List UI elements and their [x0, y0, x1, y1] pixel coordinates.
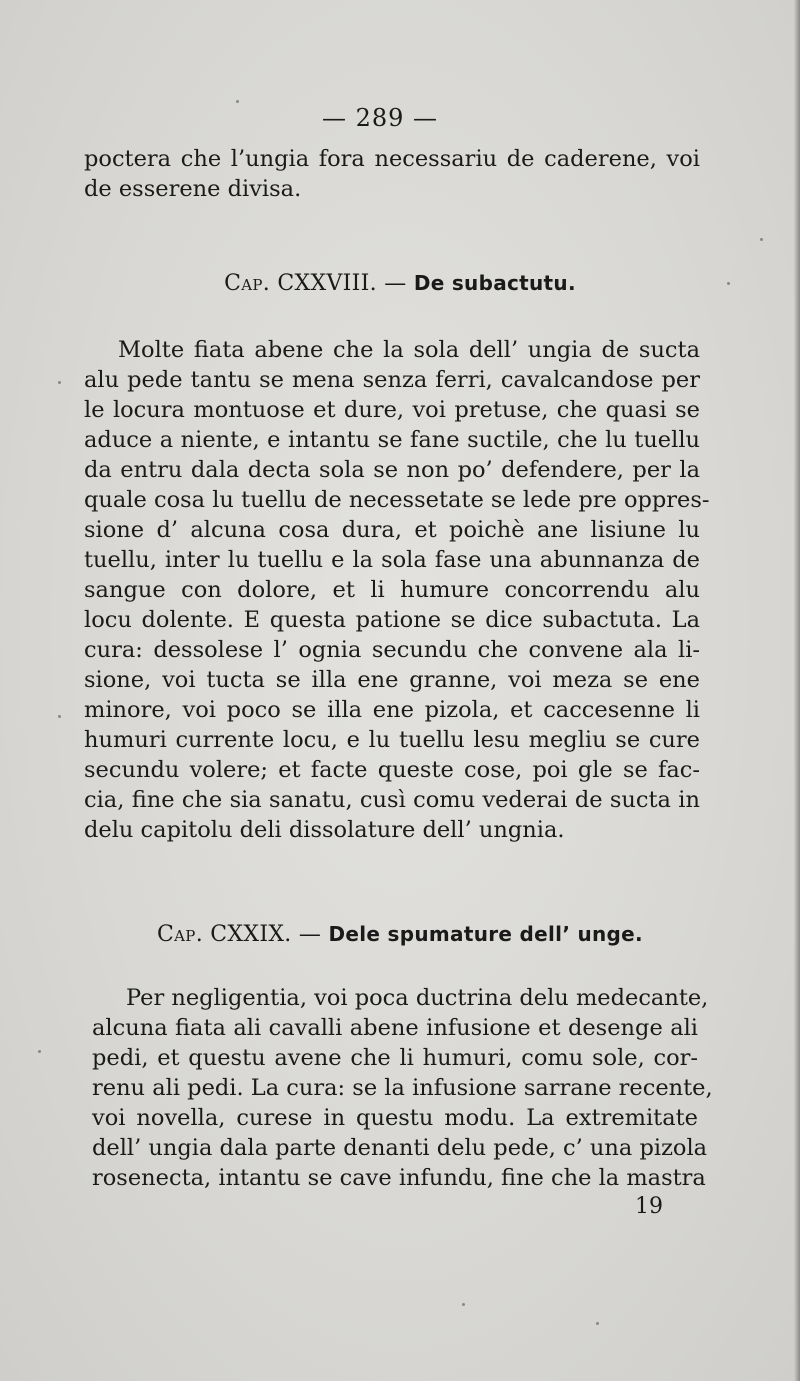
- paper-speck: [58, 381, 61, 384]
- paper-speck: [727, 282, 730, 285]
- chapter-title: Dele spumature dell’ unge.: [328, 922, 643, 946]
- text-line: quale cosa lu tuellu de necessetate se lede pre oppres-: [84, 487, 710, 513]
- page-number-header: — 289 —: [321, 104, 439, 132]
- text-line: alcuna fiata ali cavalli abene infusione et desenge ali: [92, 1015, 698, 1041]
- chapter-heading: [0, 271, 800, 296]
- chapter-number: Cap. CXXVIII.: [224, 271, 377, 296]
- text-line: aduce a niente, e intantu se fane suctile, che lu tuellu: [84, 427, 700, 453]
- text-line: rosenecta, intantu se cave infundu, fine che la mastra: [92, 1165, 706, 1191]
- heading-dash: —: [384, 271, 407, 296]
- text-line: delu capitolu deli dissolature dell’ ungnia.: [84, 817, 565, 843]
- page-edge-shadow: [794, 0, 800, 1381]
- text-line: le locura montuose et dure, voi pretuse, che quasi se: [84, 397, 700, 423]
- text-line: da entru dala decta sola se non po’ defendere, per la: [84, 457, 700, 483]
- signature-mark: 19: [635, 1194, 663, 1219]
- text-line: humuri currente locu, e lu tuellu lesu megliu se cure: [84, 727, 700, 753]
- chapter-paragraph: [92, 983, 713, 1193]
- text-line: alu pede tantu se mena senza ferri, cavalcandose per: [84, 367, 700, 393]
- text-line: Molte fiata abene che la sola dell’ ungia de sucta: [118, 337, 700, 363]
- chapter-heading: [0, 922, 800, 947]
- text-line: cura: dessolese l’ ognia secundu che convene ala li-: [84, 637, 700, 663]
- text-line: cia, fine che sia sanatu, cusì comu vederai de sucta in: [84, 787, 700, 813]
- text-line: tuellu, inter lu tuellu e la sola fase una abunnanza de: [84, 547, 700, 573]
- paper-speck: [38, 1050, 41, 1053]
- text-line: sangue con dolore, et li humure concorrendu alu: [84, 577, 700, 603]
- paper-speck: [236, 100, 239, 103]
- text-line: sione, voi tucta se illa ene granne, voi meza se ene: [84, 667, 700, 693]
- text-line: sione d’ alcuna cosa dura, et poichè ane lisiune lu: [84, 517, 700, 543]
- chapter-number: Cap. CXXIX.: [157, 922, 292, 947]
- text-line: de esserene divisa.: [84, 176, 302, 202]
- paper-speck: [58, 715, 61, 718]
- text-line: secundu volere; et facte queste cose, poi gle se fac-: [84, 757, 700, 783]
- text-line: poctera che l’ungia fora necessariu de caderene, voi: [84, 146, 700, 172]
- chapter-paragraph: [84, 335, 710, 845]
- paper-speck: [760, 238, 763, 241]
- continuation-paragraph: [84, 144, 700, 204]
- chapter-title: De subactutu.: [413, 271, 576, 295]
- text-line: dell’ ungia dala parte denanti delu pede, c’ una pizola: [92, 1135, 708, 1161]
- text-line: voi novella, curese in questu modu. La extremitate: [92, 1105, 698, 1131]
- text-line: pedi, et questu avene che li humuri, comu sole, cor-: [92, 1045, 698, 1071]
- text-line: locu dolente. E questa patione se dice subactuta. La: [84, 607, 700, 633]
- text-line: Per negligentia, voi poca ductrina delu medecante,: [126, 985, 709, 1011]
- text-line: minore, voi poco se illa ene pizola, et caccesenne li: [84, 697, 700, 723]
- heading-dash: —: [298, 922, 322, 947]
- text-line: renu ali pedi. La cura: se la infusione sarrane recente,: [92, 1075, 713, 1101]
- paper-speck: [596, 1322, 599, 1325]
- paper-speck: [462, 1303, 465, 1306]
